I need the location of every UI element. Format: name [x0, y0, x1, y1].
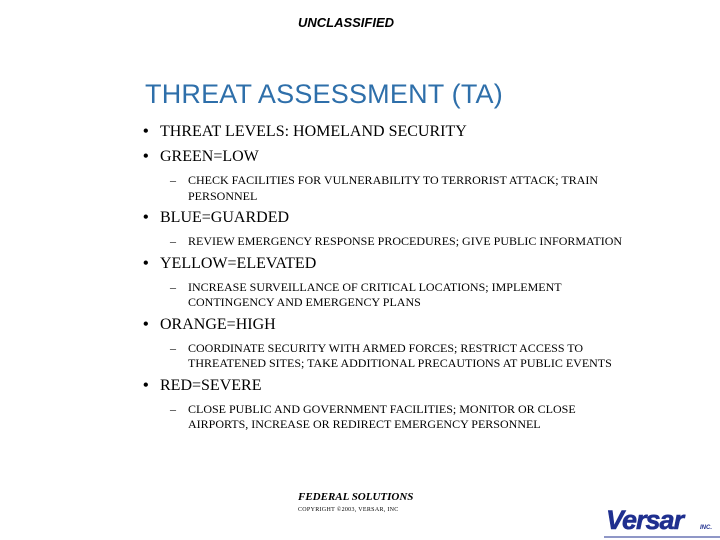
bullet-red	[143, 377, 643, 433]
dash-marker: –	[170, 234, 176, 248]
dash-marker: –	[170, 173, 176, 187]
bullet-label: GREEN=LOW	[160, 148, 259, 165]
bullet-label: BLUE=GUARDED	[160, 209, 290, 226]
bullet-orange	[143, 316, 643, 372]
dash-marker: –	[170, 340, 176, 355]
bullet-label: THREAT LEVELS: HOMELAND SECURITY	[160, 123, 467, 140]
slide-title: THREAT ASSESSMENT (TA)	[145, 79, 503, 109]
bullet-marker: •	[143, 209, 149, 226]
bullet-detail: CHECK FACILITIES FOR VULNERABILITY TO TERRORIST ATTACK; TRAIN PERSONNEL	[188, 173, 599, 203]
bullet-detail: INCREASE SURVEILLANCE OF CRITICAL LOCATIONS; IMPLEMENT CONTINGENCY AND EMERGENCY PLANS	[188, 279, 562, 309]
bullet-marker: •	[143, 123, 149, 140]
bullet-threat-levels	[143, 123, 643, 141]
logo-suffix: INC.	[700, 525, 712, 531]
dash-marker: –	[170, 401, 176, 416]
bullet-yellow	[143, 255, 643, 311]
footer-org: FEDERAL SOLUTIONS	[298, 491, 414, 503]
bullet-label: ORANGE=HIGH	[160, 315, 276, 333]
bullet-label: YELLOW=ELEVATED	[160, 254, 317, 272]
bullet-marker: •	[143, 315, 149, 333]
bullet-label: RED=SEVERE	[160, 376, 262, 394]
versar-logo	[604, 503, 720, 540]
bullet-detail: COORDINATE SECURITY WITH ARMED FORCES; RESTRICT ACCESS TO THREATENED SITES; TAKE ADDITIONAL PRECAUTIONS AT PUBLIC EVENTS	[188, 340, 612, 370]
bullet-detail: REVIEW EMERGENCY RESPONSE PROCEDURES; GIVE PUBLIC INFORMATION	[188, 234, 623, 248]
logo-wordmark: Versar	[606, 505, 684, 535]
classification-banner: UNCLASSIFIED	[297, 15, 395, 30]
footer-copyright: COPYRIGHT ©2003, VERSAR, INC	[298, 507, 399, 513]
bullet-blue	[143, 209, 643, 250]
bullet-marker: •	[143, 148, 149, 165]
bullet-marker: •	[143, 254, 149, 272]
bullet-marker: •	[143, 376, 149, 394]
bullet-list	[143, 123, 643, 438]
bullet-green	[143, 148, 643, 204]
dash-marker: –	[170, 279, 176, 294]
bullet-detail: CLOSE PUBLIC AND GOVERNMENT FACILITIES; MONITOR OR CLOSE AIRPORTS, INCREASE OR REDIRECT EMERGENCY PERSONNEL	[188, 401, 576, 431]
